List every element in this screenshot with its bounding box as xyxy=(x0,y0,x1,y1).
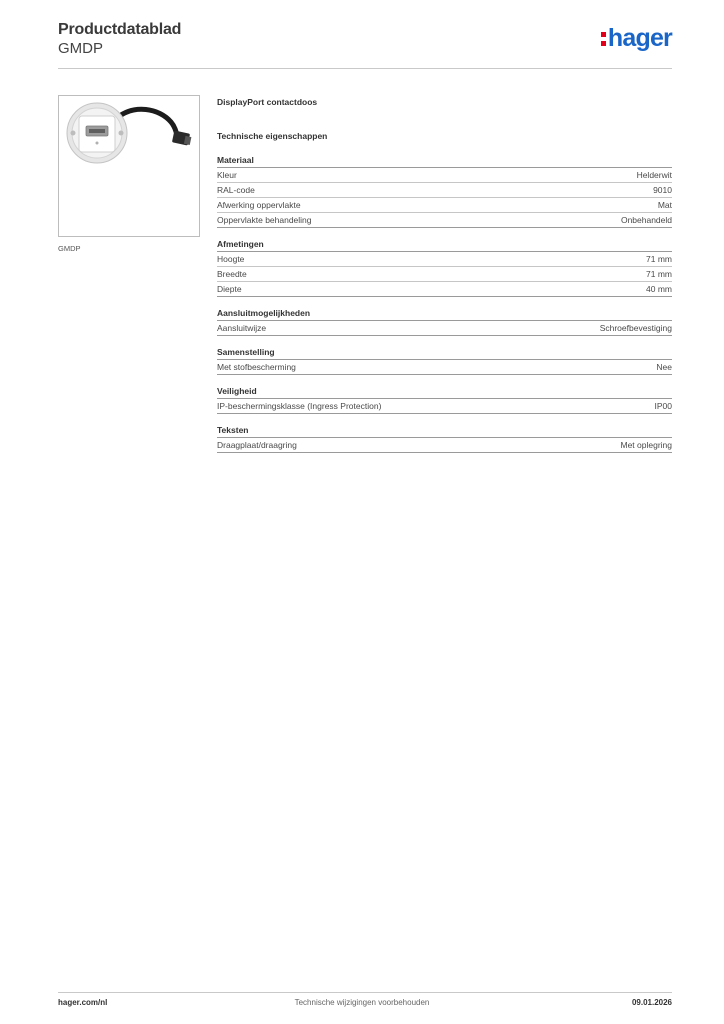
spec-label: Breedte xyxy=(217,269,247,279)
group-title: Veiligheid xyxy=(217,385,672,399)
page-title: Productdatablad xyxy=(58,21,182,38)
spec-row xyxy=(217,321,672,336)
spec-group-materiaal xyxy=(217,154,672,228)
spec-row xyxy=(217,183,672,198)
spec-row xyxy=(217,282,672,297)
spec-row xyxy=(217,198,672,213)
specifications-panel xyxy=(217,96,672,453)
spec-value: Helderwit xyxy=(636,170,672,180)
spec-value: Met oplegring xyxy=(620,440,672,450)
spec-group-teksten xyxy=(217,424,672,453)
spec-group-veiligheid xyxy=(217,385,672,414)
group-title: Teksten xyxy=(217,424,672,438)
spec-row xyxy=(217,267,672,282)
footer-website-link[interactable]: hager.com/nl xyxy=(58,998,108,1007)
spec-value: Schroefbevestiging xyxy=(599,323,672,333)
spec-value: Onbehandeld xyxy=(620,215,672,225)
footer-date: 09.01.2026 xyxy=(631,998,672,1007)
spec-group-afmetingen xyxy=(217,238,672,297)
spec-value: 40 mm xyxy=(646,284,672,294)
product-name: DisplayPort contactdoos xyxy=(217,97,318,107)
group-title: Materiaal xyxy=(217,154,672,168)
spec-label: RAL-code xyxy=(217,185,255,195)
spec-label: Afwerking oppervlakte xyxy=(217,200,301,210)
spec-value: 71 mm xyxy=(646,269,672,279)
image-caption: GMDP xyxy=(58,244,81,253)
spec-label: Draagplaat/draagring xyxy=(217,440,297,450)
spec-row xyxy=(217,360,672,375)
logo-dots-icon xyxy=(601,32,606,46)
spec-row xyxy=(217,168,672,183)
spec-value: Mat xyxy=(657,200,672,210)
footer-divider xyxy=(58,992,672,993)
spec-value: 71 mm xyxy=(646,254,672,264)
spec-value: Nee xyxy=(656,362,672,372)
spec-label: Diepte xyxy=(217,284,242,294)
group-title: Samenstelling xyxy=(217,346,672,360)
product-code: GMDP xyxy=(58,40,103,57)
spec-row xyxy=(217,399,672,414)
spec-row xyxy=(217,213,672,228)
section-heading: Technische eigenschappen xyxy=(217,131,328,141)
logo-text: hager xyxy=(607,24,672,52)
displayport-socket-product-photo-icon xyxy=(59,96,199,236)
spec-value: 9010 xyxy=(653,185,672,195)
spec-label: Met stofbescherming xyxy=(217,362,296,372)
spec-row xyxy=(217,438,672,453)
spec-row xyxy=(217,252,672,267)
spec-group-samenstelling xyxy=(217,346,672,375)
spec-label: Hoogte xyxy=(217,254,245,264)
header-divider xyxy=(58,68,672,69)
spec-value: IP00 xyxy=(654,401,672,411)
hager-logo xyxy=(601,26,672,51)
spec-group-aansluitmogelijkheden xyxy=(217,307,672,336)
product-image xyxy=(58,95,200,237)
spec-label: IP-beschermingsklasse (Ingress Protection) xyxy=(217,401,382,411)
footer-disclaimer: Technische wijzigingen voorbehouden xyxy=(294,998,430,1007)
spec-label: Oppervlakte behandeling xyxy=(217,215,312,225)
spec-label: Aansluitwijze xyxy=(217,323,267,333)
spec-label: Kleur xyxy=(217,170,237,180)
group-title: Afmetingen xyxy=(217,238,672,252)
group-title: Aansluitmogelijkheden xyxy=(217,307,672,321)
